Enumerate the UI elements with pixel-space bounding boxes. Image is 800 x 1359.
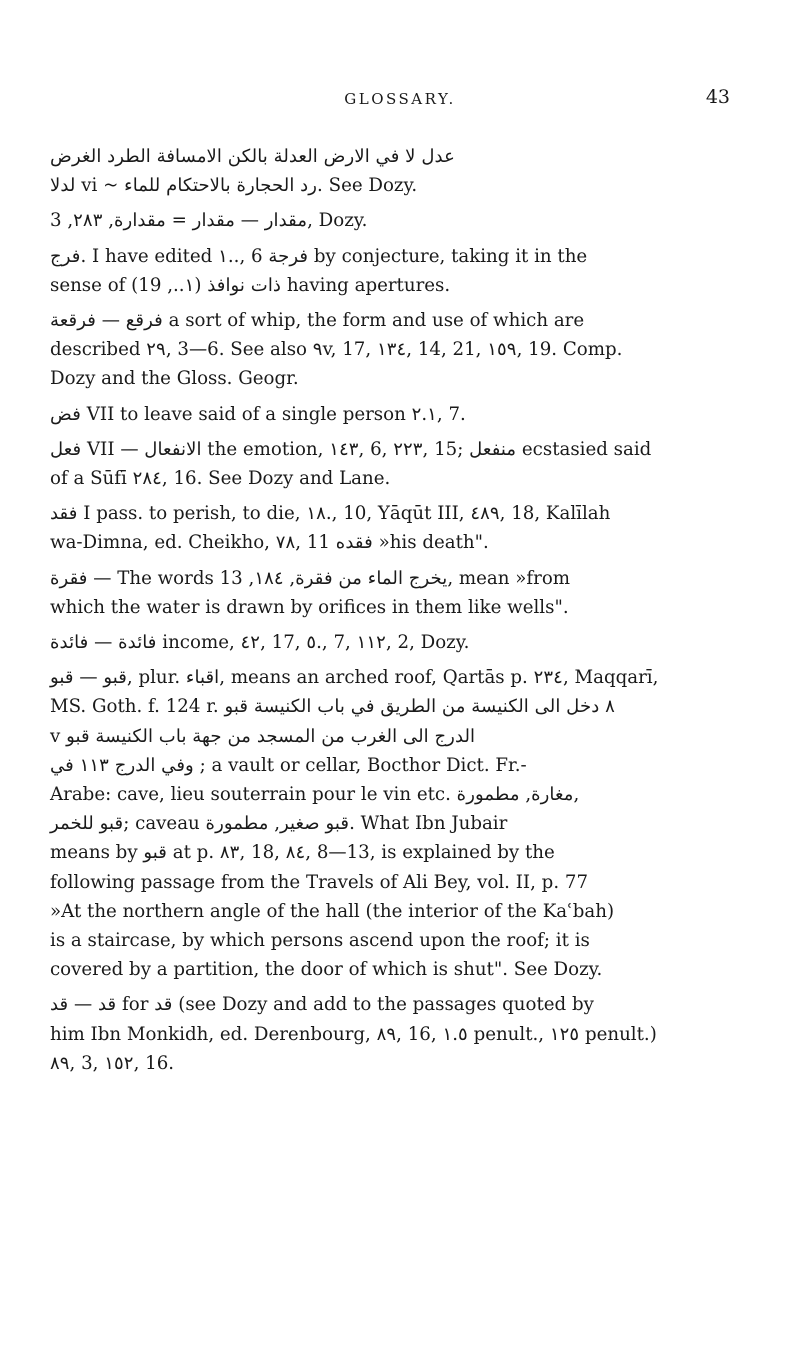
page-number: 43: [705, 86, 730, 108]
entry-line: Arabe: cave, lieu souterrain pour le vin etc. مغارة, مطمورة,: [50, 784, 580, 806]
glossary-body: [50, 142, 750, 1084]
entry-line: Dozy and the Gloss. Geogr.: [50, 368, 299, 390]
entry-line: ٨٩, 3, ١٥٢, 16.: [50, 1052, 175, 1074]
glossary-entry: [50, 435, 750, 493]
entry-line: فرقع — فرقعة a sort of whip, the form and use of which are: [50, 310, 585, 332]
entry-line: MS. Goth. f. 124 r. ٨ دخل الى الكنيسة من الطريق في باب الكنيسة قبو: [50, 696, 615, 718]
entry-line: described ٢٩, 3—6. See also ٩v, 17, ١٣٤, 14, 21, ١٥٩, 19. Comp.: [50, 339, 623, 361]
glossary-entry: [50, 663, 750, 984]
entry-line: قبو — قبو, plur. اقباء, means an arched roof, Qartās p. ٢٣٤, Maqqarī,: [50, 667, 659, 689]
glossary-entry: [50, 206, 750, 235]
entry-line: لدلا vi ~ رد الحجارة بالاحتكام للماء. See Dozy.: [50, 175, 418, 197]
entry-line: وفي الدرج ١١٣ في ; a vault or cellar, Bocthor Dict. Fr.-: [50, 754, 527, 776]
entry-line: sense of ذات نوافذ (١.., 19) having apertures.: [50, 274, 451, 296]
entry-line: فائدة — فائدة income, ٤٢, 17, ٥., 7, ١١٢, 2, Dozy.: [50, 632, 470, 654]
entry-line: of a Sūfī ٢٨٤, 16. See Dozy and Lane.: [50, 468, 391, 490]
glossary-entry: [50, 499, 750, 557]
running-head: [70, 84, 730, 114]
entry-line: v الدرج الى الغرب من المسجد من جهة باب الكنيسة قبو: [50, 725, 476, 747]
glossary-entry: [50, 990, 750, 1078]
glossary-entry: [50, 628, 750, 657]
entry-line: means by قبو at p. ٨٣, 18, ٨٤, 8—13, is explained by the: [50, 842, 555, 864]
entry-line: قد — قد for قد (see Dozy and add to the passages quoted by: [50, 994, 594, 1016]
glossary-entry: [50, 306, 750, 394]
entry-line: is a staircase, by which persons ascend upon the roof; it is: [50, 930, 590, 952]
entry-line: فرج. I have edited ١.., 6 فرجة by conjecture, taking it in the: [50, 245, 588, 267]
entry-line: following passage from the Travels of Ali Bey, vol. II, p. 77: [50, 871, 589, 893]
entry-line: عدل لا في الارض العدلة بالكن الامسافة الطرد الغرض: [50, 146, 455, 167]
entry-line: »At the northern angle of the hall (the interior of the Kaʿbah): [50, 900, 615, 922]
entry-line: him Ibn Monkidh, ed. Derenbourg, ٨٩, 16, ١.٥ penult., ١٢٥ penult.): [50, 1023, 657, 1045]
entry-line: فقرة — The words يخرج الماء من فقرة, ١٨٤, 13, mean »from: [50, 567, 571, 589]
glossary-entry: [50, 142, 750, 200]
entry-line: مقدار — مقدار = مقدارة, ٢٨٣, 3, Dozy.: [50, 210, 368, 232]
entry-line: فعل VII — الانفعال the emotion, ١٤٣, 6, ٢٢٣, 15; منفعل ecstasied said: [50, 438, 652, 460]
entry-line: فض VII to leave said of a single person ٢.١, 7.: [50, 403, 466, 425]
entry-line: which the water is drawn by orifices in them like wells".: [50, 596, 569, 618]
page-title: GLOSSARY.: [344, 90, 456, 108]
entry-line: فقد I pass. to perish, to die, ١٨., 10, Yāqūt III, ٤٨٩, 18, Kalīlah: [50, 503, 611, 525]
glossary-entry: [50, 564, 750, 622]
entry-line: covered by a partition, the door of which is shut". See Dozy.: [50, 959, 603, 981]
glossary-entry: [50, 400, 750, 429]
glossary-entry: [50, 242, 750, 300]
entry-line: قبو للخمر; caveau قبو صغير, مطمورة. What Ibn Jubair: [50, 813, 508, 835]
entry-line: wa-Dimna, ed. Cheikho, ٧٨, 11 فقده »his death".: [50, 532, 489, 554]
